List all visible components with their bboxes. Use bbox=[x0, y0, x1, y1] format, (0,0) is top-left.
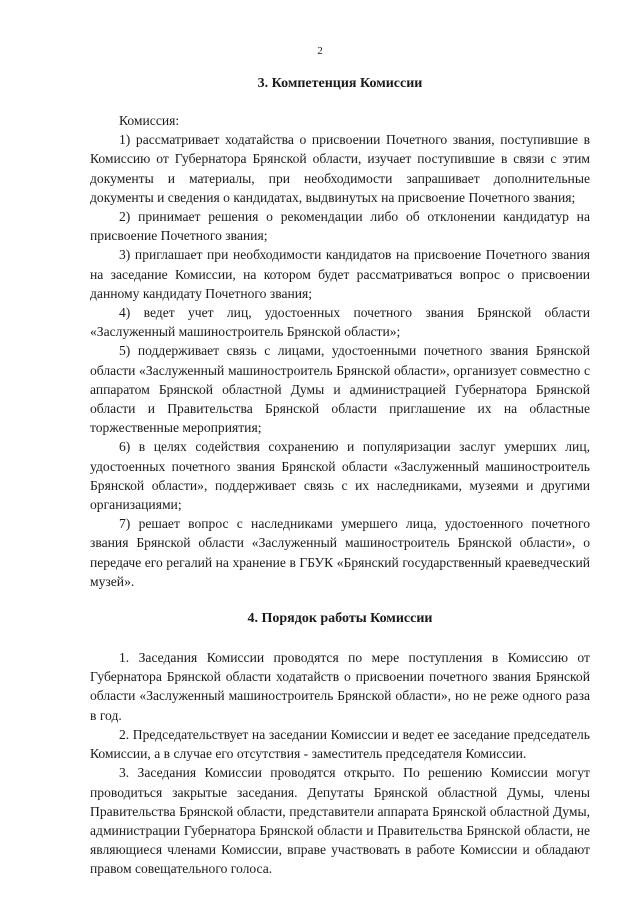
section-3-item-1: 1) рассматривает ходатайства о присвоении Почетного звания, поступившие в Комиссию от Губернатора Брянской области, изучает поступившие в связи с этим документы и материалы, при необходимости запрашивает дополнительные документы и сведения о кандидатах, выдвинутых на присвоение Почетного звания; bbox=[90, 132, 590, 205]
section-3-title: 3. Компетенция Комиссии bbox=[257, 76, 423, 91]
section-3-item-3: 3) приглашает при необходимости кандидатов на присвоение Почетного звания на заседание Комиссии, на котором будет рассматриваться вопрос о присвоении данному кандидату Почетного звания; bbox=[90, 247, 590, 301]
section-3-intro: Комиссия: bbox=[119, 113, 180, 128]
document-body bbox=[90, 74, 590, 879]
section-3-item-5: 5) поддерживает связь с лицами, удостоенными почетного звания Брянской области «Заслуженный машиностроитель Брянской области», организует совместно с аппаратом Брянской областной Думы и администрацией Губернатора Брянской области и Правительства Брянской области приглашение их на областные торжественные мероприятия; bbox=[90, 343, 590, 436]
section-4-title: 4. Порядок работы Комиссии bbox=[247, 611, 433, 627]
section-4-item-2: 2. Председательствует на заседании Комиссии и ведет ее заседание председатель Комиссии, а в случае его отсутствия - заместитель председателя Комиссии. bbox=[90, 726, 590, 762]
section-4-item-1: 1. Заседания Комиссии проводятся по мере поступления в Комиссию от Губернатора Брянской области ходатайств о присвоении почетного звания Брянской области «Заслуженный машиностроитель Брянской области», но не реже одного раза в год. bbox=[90, 650, 590, 723]
section-4-item-3: 3. Заседания Комиссии проводятся открыто. По решению Комиссии могут проводиться закрытые заседания. Депутаты Брянской областной Думы, члены Правительства Брянской области, представители аппарата Брянской областной Думы, администрации Губернатора Брянской области и Правительства Брянской области, не являющиеся членами Комиссии, вправе участвовать в работе Комиссии и обладают правом совещательного голоса. bbox=[90, 765, 590, 877]
section-3-item-2: 2) принимает решения о рекомендации либо об отклонении кандидатур на присвоение Почетного звания; bbox=[90, 209, 590, 244]
section-3-item-4: 4) ведет учет лиц, удостоенных почетного звания Брянской области «Заслуженный машиностроитель Брянской области»; bbox=[90, 305, 590, 340]
page-number: 2 bbox=[317, 45, 323, 57]
section-3-item-7: 7) решает вопрос с наследниками умершего лица, удостоенного почетного звания Брянской области «Заслуженный машиностроитель Брянской области», о передаче его регалий на хранение в ГБУК «Брянский государственный краеведческий музей». bbox=[90, 516, 590, 589]
section-3-item-6: 6) в целях содействия сохранению и популяризации заслуг умерших лиц, удостоенных почетного звания Брянской области «Заслуженный машиностроитель Брянской области», поддерживает связь с их наследниками, музеями и другими организациями; bbox=[90, 439, 590, 513]
